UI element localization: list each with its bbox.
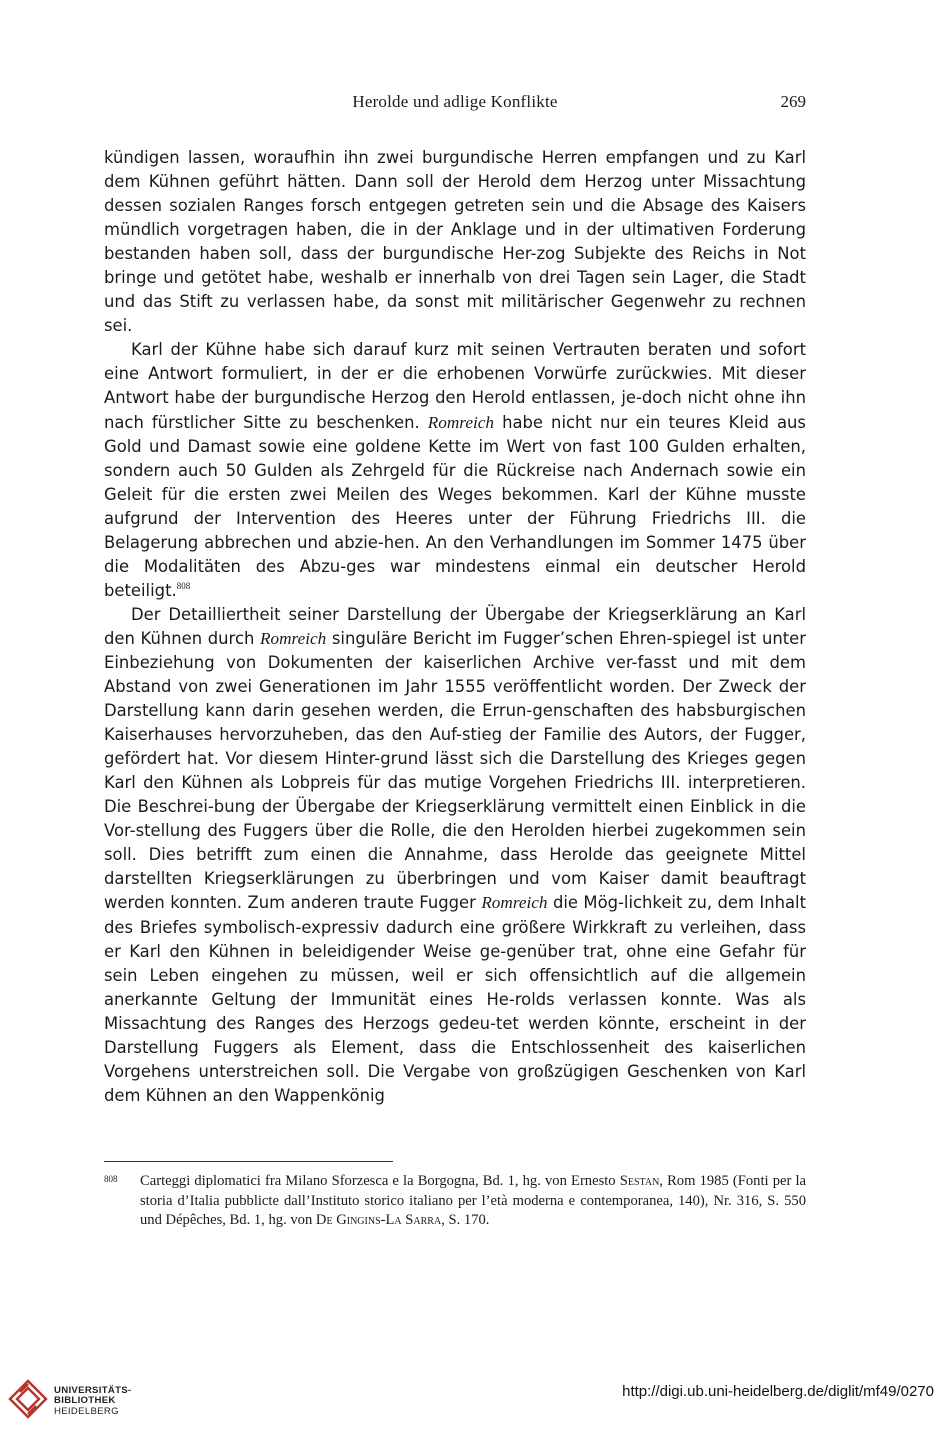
paragraph-1 xyxy=(104,146,806,338)
library-name xyxy=(54,1386,131,1417)
paragraph-2-text-a: Karl der Kühne habe sich darauf kurz mit seinen Vertrauten beraten und sofort eine Antwort formuliert, in der er die erhobenen Vorwürfe zurückwies. Mit dieser Antwort habe der burgundische Herzog den Herold entlassen, je-doch nicht ohne ihn nach fürstlicher Sitte zu beschenken. xyxy=(104,340,806,432)
footnote-author-gingins: De Gingins-La Sarra xyxy=(315,1212,442,1228)
paragraph-3 xyxy=(104,603,806,1108)
library-name-line-2: BIBLIOTHEK xyxy=(54,1395,116,1407)
paragraph-1-text: kündigen lassen, woraufhin ihn zwei burgundische Herren empfangen und zu Karl dem Kühnen geführt hätten. Dann soll der Herold dem Herzog unter Missachtung dessen sozialen Ranges forsch entgegen getreten sein und die Absage des Kaisers mündlich vorgetragen haben, die in der Anklage und in der ultimativen Forderung bestanden haben soll, dass der burgundische Her-zog Subjekte des Reichs in Not bringe und getötet habe, weshalb er innerhalb von drei Tagen sein Lager, die Stadt und das Stift zu verlassen habe, da sonst mit militärischer Gegenwehr zu rechnen sei. xyxy=(104,148,806,336)
ub-heidelberg-logo-icon[interactable] xyxy=(6,1378,50,1422)
footnote-divider xyxy=(104,1161,393,1162)
paragraph-2-text-b: habe nicht nur ein teures Kleid aus Gold und Damast sowie eine goldene Kette im Wert von fast 100 Gulden erhalten, sondern auch 50 Gulden als Zehrgeld für die Rückreise nach Andernach sowie ein Geleit für die ersten zwei Meilen des Weges bekommen. Karl der Kühne musste aufgrund der Intervention des Heeres unter der Führung Friedrichs III. die Belagerung abbrechen und abzie-hen. An den Verhandlungen im Sommer 1475 über die Modalitäten des Abzu-ges war mindestens einmal ein deutscher Herold beteiligt. xyxy=(104,412,806,600)
footnote-number: 808 xyxy=(104,1174,118,1184)
running-header xyxy=(104,92,806,118)
digitization-url-link[interactable]: http://digi.ub.uni-heidelberg.de/diglit/mf49/0270 xyxy=(622,1383,934,1400)
name-romreich: Romreich xyxy=(427,412,494,432)
name-romreich: Romreich xyxy=(260,628,327,648)
paragraph-3-text-b: singuläre Bericht im Fugger’schen Ehren-spiegel ist unter Einbeziehung von Dokumenten der kaiserlichen Archive ver-fasst und mit dem Abstand von zwei Generationen im Jahr 1555 veröffentlicht worden. Der Zweck der Darstellung kann darin gesehen werden, die Errun-genschaften des habsburgischen Kaiserhauses hervorzuheben, das den Auf-stieg der Familie des Autors, der Fugger, gefördert hat. Vor diesem Hinter-grund lässt sich die Darstellung des Krieges gegen Karl den Kühnen als Lobpreis für das mutige Vorgehen Friedrichs III. interpretieren. Die Beschrei-bung der Übergabe der Kriegserklärung vermittelt einen Einblick in die Vor-stellung des Fuggers über die Rolle, die den Herolden hierbei zugekommen sein soll. Dies betrifft zum einen die Annahme, dass Herolde das geeignete Mittel darstellten Kriegserklärungen zu überbringen und vom Kaiser damit beauftragt werden konnten. Zum anderen traute Fugger xyxy=(104,628,806,913)
library-name-line-3: HEIDELBERG xyxy=(54,1405,119,1417)
name-romreich: Romreich xyxy=(481,893,548,913)
digitization-footer xyxy=(0,1374,942,1438)
footnote-reference-808[interactable]: 808 xyxy=(176,580,191,591)
footnote-text-c: , S. 170. xyxy=(441,1212,490,1228)
footnote-808 xyxy=(104,1172,806,1231)
running-title: Herolde und adlige Konflikte xyxy=(352,92,558,111)
paragraph-3-text-c: die Mög-lichkeit zu, dem Inhalt des Briefes symbolisch-expressiv dadurch eine größere Wirkkraft zu verleihen, dass er Karl den Kühnen in beleidigender Weise ge-genüber trat, ohne eine Gefahr für sein Leben eingehen zu müssen, weil er sich offensichtlich auf die allgemein anerkannte Geltung der Immunität eines He-rolds verlassen konnte. Was als Missachtung des Ranges des Herzogs gedeu-tet werden könnte, erscheint in der Darstellung Fuggers als Element, dass die Entschlossenheit des kaiserlichen Vorgehens unterstreichen soll. Die Vergabe von großzügigen Geschenken von Karl dem Kühnen an den Wappenkönig xyxy=(104,893,807,1105)
footnote-author-sestan: Sestan xyxy=(619,1173,660,1189)
footnote-text-b: , Rom 1985 (Fonti per la storia d’Italia pubblicte dall’Instituto storico italiano per l’età moderna e contemporanea, 140), Nr. 316, S. 550 und Dépêches, Bd. 1, hg. von xyxy=(140,1173,806,1228)
footnote-text xyxy=(140,1172,806,1231)
paragraph-3-text-a: Der Detailliertheit seiner Darstellung der Übergabe der Kriegserklärung an Karl den Kühnen durch xyxy=(104,604,806,648)
page-number: 269 xyxy=(780,92,806,111)
paragraph-2 xyxy=(104,338,806,603)
footnote-text-a: Carteggi diplomatici fra Milano Sforzesca e la Borgogna, Bd. 1, hg. von Ernesto xyxy=(140,1173,616,1189)
library-name-line-1: UNIVERSITÄTS- xyxy=(54,1385,132,1396)
main-text xyxy=(104,146,806,1108)
